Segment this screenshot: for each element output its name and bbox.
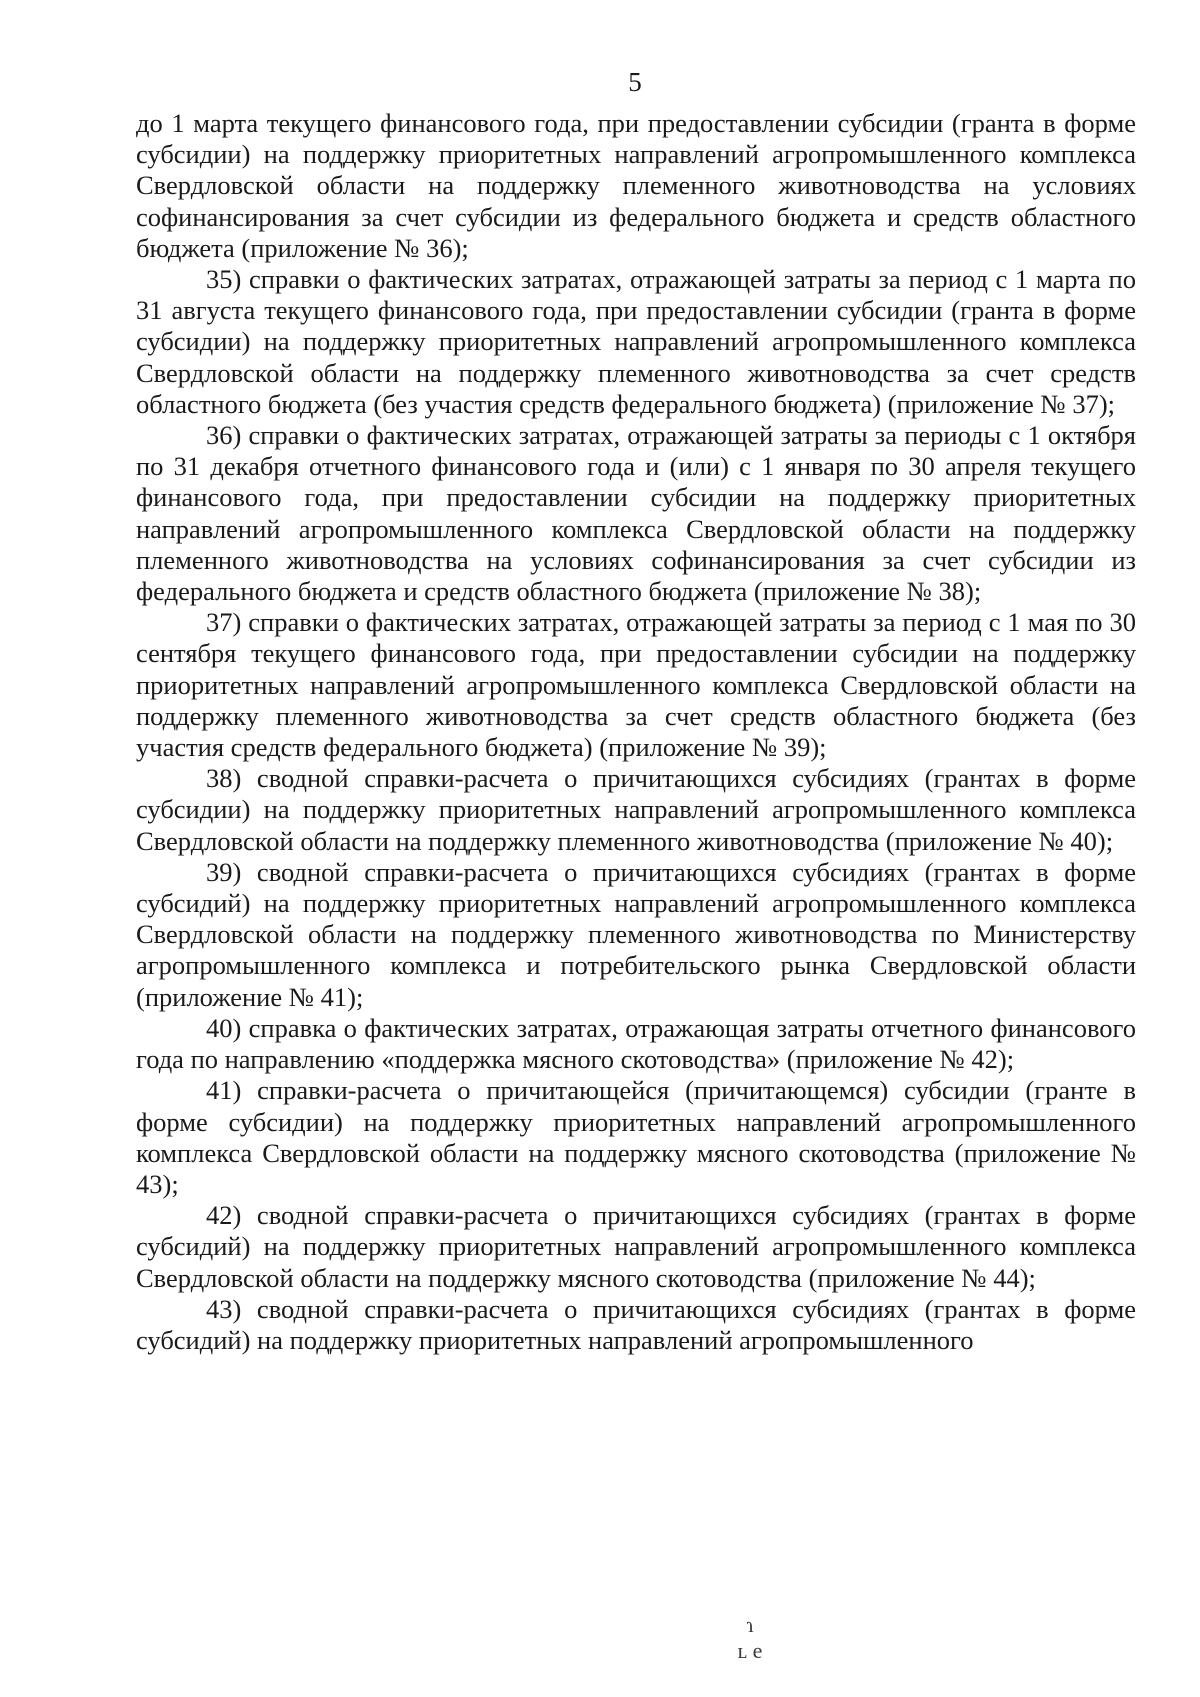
paragraph-item-36: 36) справки о фактических затратах, отражающей затраты за периоды с 1 октября по 31 декабря отчетного финансового года и (или) с 1 января по 30 апреля текущего финансового года, при предоставлении субсидии на поддержку приоритетных направлений агропромышленного комплекса Свердловской области на поддержку племенного животноводства на условиях софинансирования за счет субсидии из федерального бюджета и средств областного бюджета (приложение № 38); bbox=[136, 420, 1136, 607]
paragraph-item-41: 41) справки-расчета о причитающейся (причитающемся) субсидии (гранте в форме субсидии) на поддержку приоритетных направлений агропромышленного комплекса Свердловской области на поддержку мясного скотоводства (приложение № 43); bbox=[136, 1075, 1136, 1199]
paragraph-item-39: 39) сводной справки-расчета о причитающихся субсидиях (грантах в форме субсидий) на поддержку приоритетных направлений агропромышленного комплекса Свердловской области на поддержку племенного животноводства по Министерству агропромышленного комплекса и потребительского рынка Свердловской области (приложение № 41); bbox=[136, 856, 1136, 1012]
paragraph-item-40: 40) справка о фактических затратах, отражающая затраты отчетного финансового года по направлению «поддержка мясного скотоводства» (приложение № 42); bbox=[136, 1012, 1136, 1075]
paragraph-item-43: 43) сводной справки-расчета о причитающихся субсидиях (грантах в форме субсидий) на поддержку приоритетных направлений агропромышленного bbox=[136, 1293, 1136, 1355]
page-number: 5 bbox=[628, 67, 642, 97]
paragraph-item-37: 37) справки о фактических затратах, отражающей затраты за период с 1 мая по 30 сентября текущего финансового года, при предоставлении субсидии на поддержку приоритетных направлений агропромышленного комплекса Свердловской области на поддержку племенного животноводства за счет средств областного бюджета (без участия средств федерального бюджета) (приложение № 39); bbox=[136, 607, 1136, 763]
scan-mark-1: ɿ bbox=[746, 1612, 754, 1637]
paragraph-item-35: 35) справки о фактических затратах, отражающей затраты за период с 1 марта по 31 августа текущего финансового года, при предоставлении субсидии (гранта в форме субсидии) на поддержку приоритетных направлений агропромышленного комплекса Свердловской области на поддержку племенного животноводства за счет средств областного бюджета (без участия средств федерального бюджета) (приложение № 37); bbox=[136, 264, 1136, 419]
scan-artifact-marks bbox=[720, 1612, 780, 1664]
document-body bbox=[136, 108, 1136, 1356]
scan-mark-2: ʟ e bbox=[737, 1638, 763, 1663]
paragraph-item-38: 38) сводной справки-расчета о причитающихся субсидиях (грантах в форме субсидии) на поддержку приоритетных направлений агропромышленного комплекса Свердловской области на поддержку племенного животноводства (приложение № 40); bbox=[136, 763, 1136, 856]
paragraph-continuation: до 1 марта текущего финансового года, при предоставлении субсидии (гранта в форме субсидии) на поддержку приоритетных направлений агропромышленного комплекса Свердловской области на поддержку племенного животноводства на условиях софинансирования за счет субсидии из федерального бюджета и средств областного бюджета (приложение № 36); bbox=[136, 108, 1136, 263]
paragraph-item-42: 42) сводной справки-расчета о причитающихся субсидиях (грантах в форме субсидий) на поддержку приоритетных направлений агропромышленного комплекса Свердловской области на поддержку мясного скотоводства (приложение № 44); bbox=[136, 1200, 1136, 1293]
